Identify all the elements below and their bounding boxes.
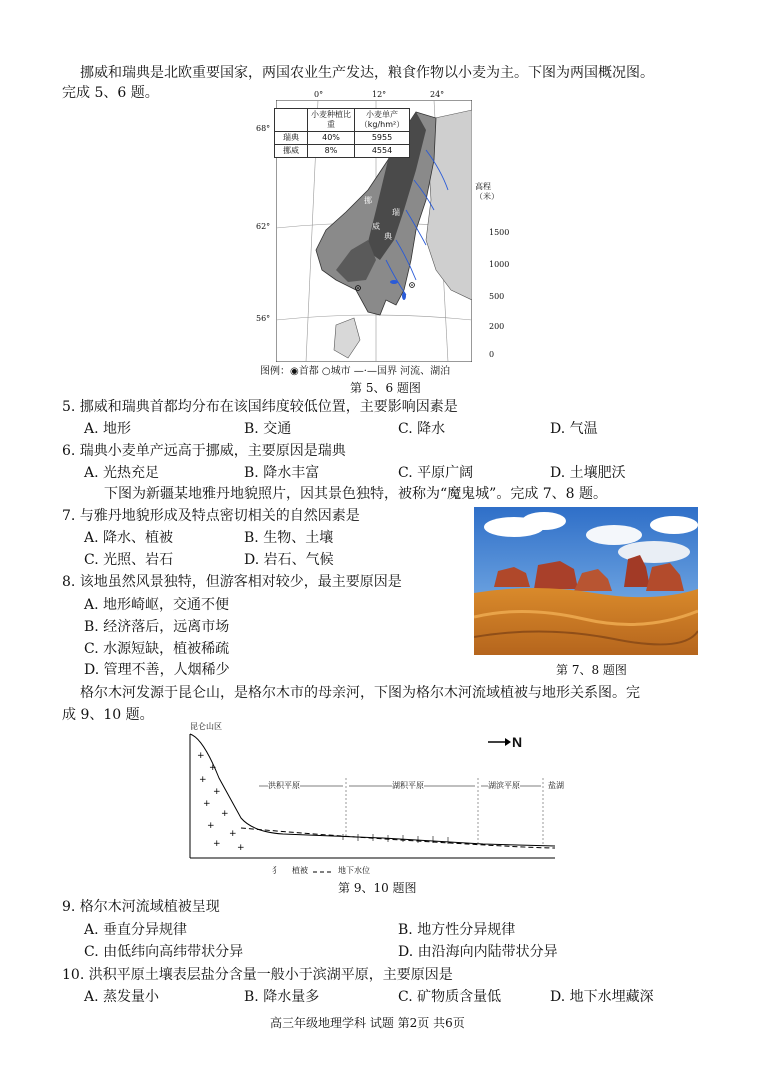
elevation-tick: 200 (489, 322, 505, 331)
q9-stem: 9. 格尔木河流域植被呈现 (62, 899, 220, 915)
q9-option-d[interactable]: D. 由沿海向内陆带状分异 (398, 944, 558, 960)
country-label-wei: 威 (372, 222, 380, 231)
lon-label-12: 12° (372, 90, 387, 99)
map-caption: 第 5、6 题图 (350, 381, 421, 395)
profile-north-label: N (512, 734, 523, 750)
svg-text:+: + (199, 775, 207, 785)
q5-option-b[interactable]: B. 交通 (244, 421, 292, 437)
q7-stem: 7. 与雅丹地貌形成及特点密切相关的自然因素是 (62, 508, 360, 524)
svg-text:+: + (207, 821, 215, 831)
q5-option-d[interactable]: D. 气温 (550, 421, 598, 437)
country-label-dian: 典 (384, 232, 392, 241)
zone-label-lacustrine-plain: 湖积平原 (392, 781, 424, 790)
q5-stem: 5. 挪威和瑞典首都均分布在该国纬度较低位置，主要影响因素是 (62, 399, 458, 415)
lake-vattern (402, 292, 406, 300)
stockholm-capital-dot (411, 284, 413, 286)
page-footer: 高三年级地理学科 试题 第2页 共6页 (270, 1016, 465, 1030)
intro-5-6-line1: 挪威和瑞典是北欧重要国家，两国农业生产发达，粮食作物以小麦为主。下图为两国概况图。 (80, 65, 654, 81)
zone-label-salt-lake: 盐湖 (548, 781, 564, 790)
zone-label-lakeside-plain: 湖滨平原 (488, 781, 520, 790)
svg-text:+: + (229, 829, 237, 839)
svg-text:+: + (203, 799, 211, 809)
q8-option-c[interactable]: C. 水源短缺，植被稀疏 (84, 641, 230, 657)
wheat-table-cell: 8% (308, 145, 355, 158)
map-legend: 图例：◉首都 ○城市 —·—国界 河流、湖泊 (260, 366, 451, 377)
legend-vegetation-label: 植被 (292, 866, 308, 875)
country-label-nuo: 挪 (364, 196, 372, 205)
q9-option-c[interactable]: C. 由低纬向高纬带状分异 (84, 944, 244, 960)
elevation-tick: 0 (489, 350, 495, 359)
wheat-table-cell: 小麦单产（kg/hm²） (355, 109, 410, 132)
legend-water-label: 地下水位 (338, 866, 370, 875)
yardang-photo-svg (474, 507, 698, 655)
q5-option-a[interactable]: A. 地形 (84, 421, 132, 437)
q9-option-b[interactable]: B. 地方性分异规律 (398, 922, 516, 938)
svg-text:+: + (221, 809, 229, 819)
q7-option-b[interactable]: B. 生物、土壤 (244, 530, 334, 546)
q10-stem: 10. 洪积平原土壤表层盐分含量一般小于滨湖平原，主要原因是 (62, 967, 453, 983)
lat-label-56: 56° (256, 314, 271, 323)
lon-label-24: 24° (430, 90, 445, 99)
q10-option-c[interactable]: C. 矿物质含量低 (398, 989, 502, 1005)
wheat-table-row (275, 145, 410, 158)
q6-option-a[interactable]: A. 光热充足 (84, 465, 160, 481)
wheat-table-cell: 5955 (355, 132, 410, 145)
bedrock-crosses (197, 751, 245, 853)
elevation-tick: 500 (489, 292, 505, 301)
intro-9-10-line1: 格尔木河发源于昆仑山，是格尔木市的母亲河，下图为格尔木河流域植被与地形关系图。完 (80, 685, 640, 701)
q6-option-d[interactable]: D. 土壤肥沃 (550, 465, 626, 481)
profile-mountain-label: 昆仑山区 (190, 722, 222, 731)
north-arrowhead (505, 738, 511, 746)
elevation-tick: 1000 (489, 260, 510, 269)
intro-7-8: 下图为新疆某地雅丹地貌照片，因其景色独特，被称为“魔鬼城”。完成 7、8 题。 (104, 486, 608, 502)
q7-option-d[interactable]: D. 岩石、气候 (244, 552, 334, 568)
intro-9-10-line2: 成 9、10 题。 (62, 707, 154, 723)
wheat-table-cell: 4554 (355, 145, 410, 158)
q5-option-c[interactable]: C. 降水 (398, 421, 446, 437)
elevation-tick: 1500 (489, 228, 510, 237)
lat-label-68: 68° (256, 124, 271, 133)
q6-stem: 6. 瑞典小麦单产远高于挪威，主要原因是瑞典 (62, 443, 346, 459)
q8-option-b[interactable]: B. 经济落后，远离市场 (84, 619, 230, 635)
country-label-rui: 瑞 (392, 208, 400, 217)
svg-text:+: + (213, 839, 221, 849)
svg-text:+: + (197, 751, 205, 761)
wheat-table-cell (275, 109, 308, 132)
lat-label-62: 62° (256, 222, 271, 231)
wheat-table-row (275, 132, 410, 145)
wheat-table-cell: 挪威 (275, 145, 308, 158)
q8-option-a[interactable]: A. 地形崎岖，交通不便 (84, 597, 230, 613)
cloud (586, 525, 642, 545)
lake-vanern (390, 280, 398, 284)
q9-option-a[interactable]: A. 垂直分异规律 (84, 922, 188, 938)
q7-option-c[interactable]: C. 光照、岩石 (84, 552, 174, 568)
oslo-capital-dot (357, 287, 359, 289)
wheat-table-cell: 瑞典 (275, 132, 308, 145)
wheat-table-cell: 40% (308, 132, 355, 145)
profile-caption: 第 9、10 题图 (338, 881, 417, 895)
q7-option-a[interactable]: A. 降水、植被 (84, 530, 174, 546)
q6-option-b[interactable]: B. 降水丰富 (244, 465, 320, 481)
q8-option-d[interactable]: D. 管理不善，人烟稀少 (84, 662, 230, 678)
q10-option-a[interactable]: A. 蒸发量小 (84, 989, 160, 1005)
svg-text:+: + (209, 763, 217, 773)
yardang-photo (474, 507, 698, 655)
q10-option-d[interactable]: D. 地下水埋藏深 (550, 989, 654, 1005)
photo-caption: 第 7、8 题图 (556, 663, 627, 677)
zone-label-diluvial-plain: 洪积平原 (268, 781, 300, 790)
cloud (522, 512, 566, 530)
intro-5-6-line2: 完成 5、6 题。 (62, 85, 159, 101)
q10-option-b[interactable]: B. 降水量多 (244, 989, 320, 1005)
q8-stem: 8. 该地虽然风景独特，但游客相对较少，最主要原因是 (62, 574, 402, 590)
wheat-table-cell: 小麦种植比重 (308, 109, 355, 132)
svg-text:+: + (213, 787, 221, 797)
svg-text:+: + (237, 843, 245, 853)
elevation-title: 高程（米） (475, 182, 499, 201)
cloud (650, 516, 698, 534)
q6-option-c[interactable]: C. 平原广阔 (398, 465, 474, 481)
lon-label-0: 0° (314, 90, 324, 99)
wheat-table (274, 108, 410, 158)
wheat-table-header (275, 109, 410, 132)
legend-vegetation-icon: ⺨ (272, 866, 280, 875)
